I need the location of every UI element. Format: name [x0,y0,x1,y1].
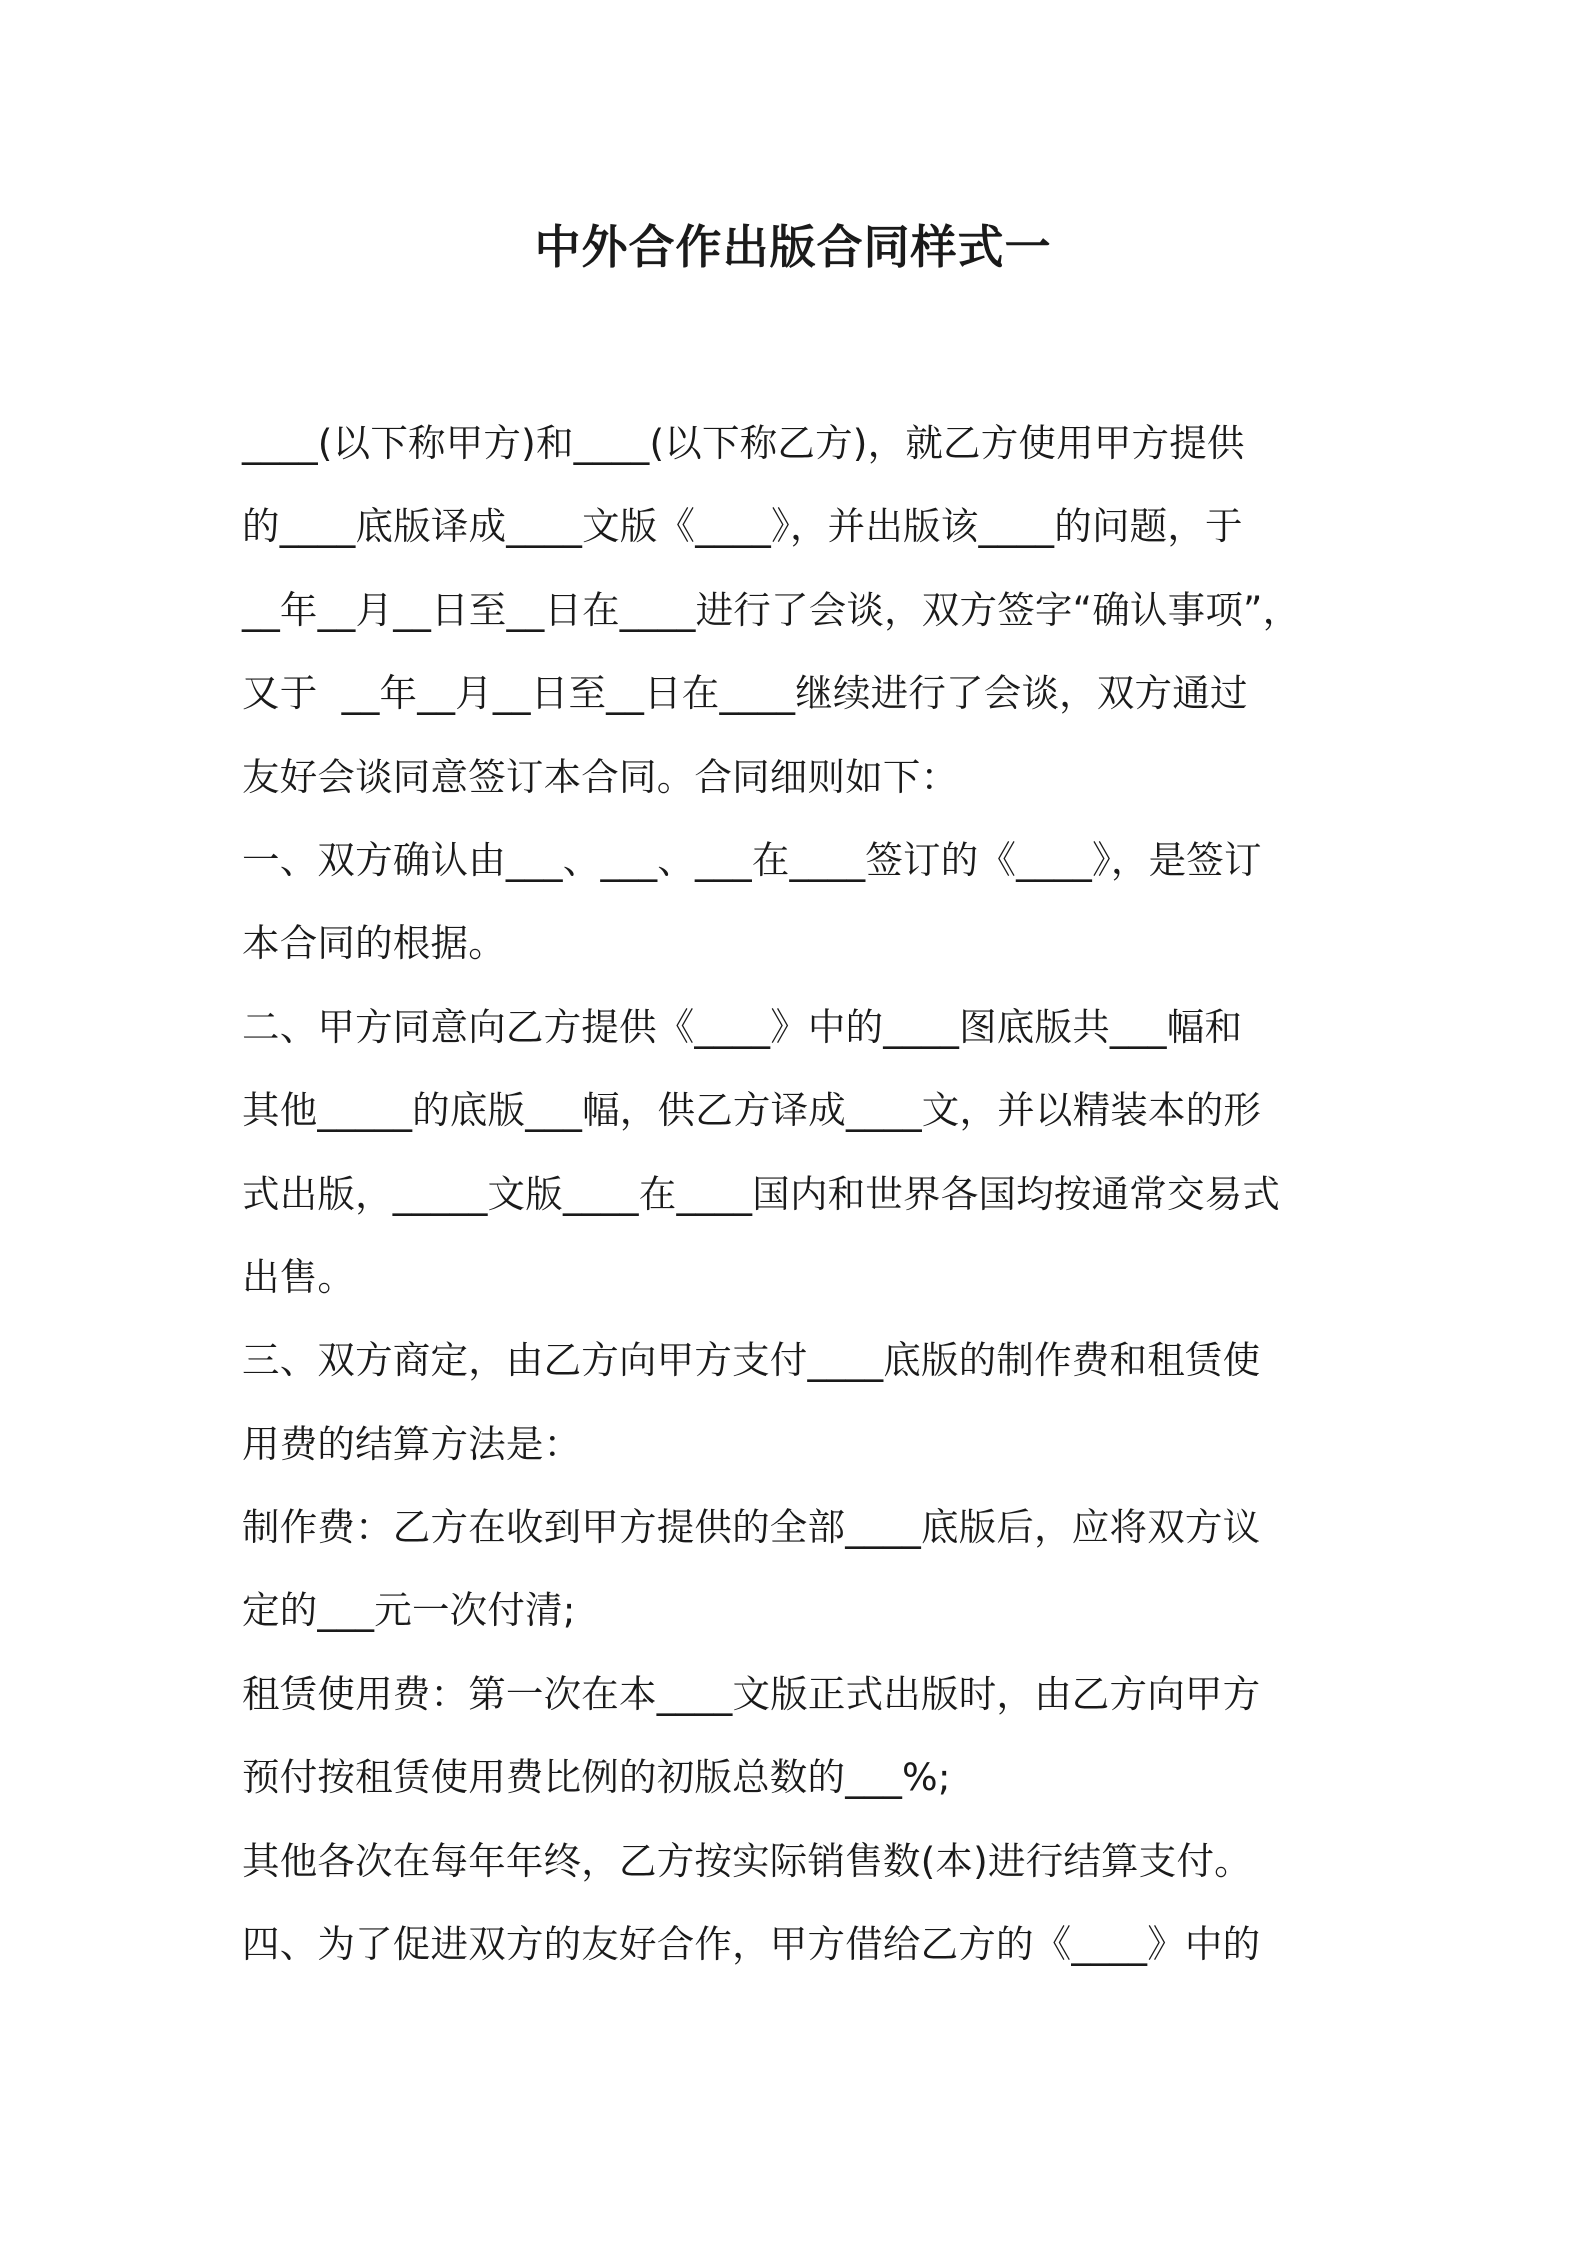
text-line: 友好会谈同意签订本合同。合同细则如下： [242,754,959,799]
rental-fee-line: 租赁使用费：第一次在本____文版正式出版时，由乙方向甲方 [242,1671,1261,1716]
text-line: __年__月__日至__日在____进行了会谈，双方签字“确认事项”， [242,587,1301,632]
text-line: 又于 __年__月__日至__日在____继续进行了会谈，双方通过 [242,671,1248,716]
rental-fee-line: 预付按租赁使用费比例的初版总数的___%; [242,1755,951,1800]
clause-3-line: 用费的结算方法是： [242,1421,582,1466]
text-line: 的____底版译成____文版《____》，并出版该____的问题，于 [242,504,1243,549]
clause-2-line: 出售。 [242,1254,356,1299]
clause-3-line: 三、双方商定，由乙方向甲方支付____底版的制作费和租赁使 [242,1338,1261,1383]
clause-2-line: 式出版，_____文版____在____国内和世界各国均按通常交易式 [242,1171,1281,1216]
production-fee-line: 定的___元一次付清; [242,1588,576,1633]
text-line: ____(以下称甲方)和____(以下称乙方)，就乙方使用甲方提供 [242,421,1245,465]
rental-fee-line: 其他各次在每年年终，乙方按实际销售数(本)进行结算支付。 [242,1838,1252,1883]
clause-4-line: 四、为了促进双方的友好合作，甲方借给乙方的《____》中的 [242,1922,1261,1967]
contract-body [242,402,1372,1986]
production-fee-line: 制作费：乙方在收到甲方提供的全部____底版后，应将双方议 [242,1505,1261,1550]
clause-2-line: 二、甲方同意向乙方提供《____》中的____图底版共___幅和 [242,1004,1243,1049]
clause-1-line: 一、双方确认由___、___、___在____签订的《____》，是签订 [242,837,1262,882]
document-title: 中外合作出版合同样式一 [534,220,1052,274]
clause-2-line: 其他_____的底版___幅，供乙方译成____文，并以精装本的形 [242,1088,1262,1133]
clause-1-line: 本合同的根据。 [242,921,506,966]
